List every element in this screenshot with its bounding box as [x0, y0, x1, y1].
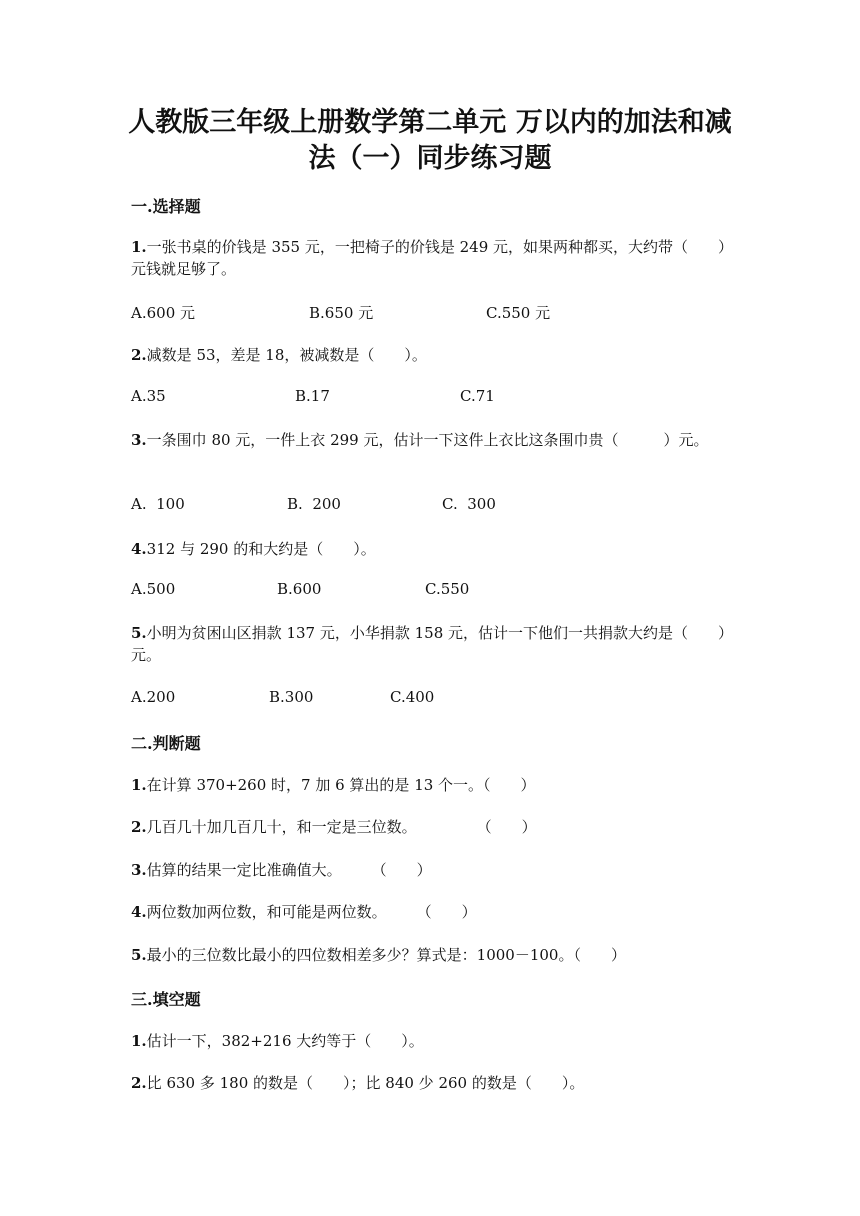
question-number: 1. [131, 1032, 147, 1050]
question-text: 两位数加两位数，和可能是两位数。 （ ） [146, 903, 477, 921]
question-choice-4 [131, 538, 376, 559]
question-number: 5. [131, 624, 147, 642]
option-b: B. 200 [287, 495, 341, 513]
option-b: B.600 [277, 580, 322, 598]
question-judge-3 [131, 859, 432, 880]
question-judge-5 [131, 944, 626, 965]
question-choice-3 [131, 429, 731, 451]
section-heading-fill: 三.填空题 [131, 990, 201, 1009]
option-c: C.400 [390, 688, 435, 706]
question-number: 3. [131, 431, 147, 449]
question-judge-1 [131, 774, 536, 795]
question-judge-2 [131, 816, 537, 837]
question-number: 1. [131, 776, 147, 794]
question-text: 减数是 53，差是 18，被减数是（ ）。 [146, 346, 427, 364]
question-number: 2. [131, 346, 147, 364]
question-text: 最小的三位数比最小的四位数相差多少？算式是：1000－100。（ ） [146, 946, 626, 964]
option-a: A.600 元 [131, 304, 195, 322]
question-text: 在计算 370+260 时，7 加 6 算出的是 13 个一。（ ） [146, 776, 536, 794]
option-a: A.35 [131, 387, 166, 405]
section-heading-judge: 二.判断题 [131, 734, 201, 753]
option-c: C.71 [460, 387, 495, 405]
option-b: B.650 元 [309, 304, 374, 322]
question-text: 几百几十加几百几十，和一定是三位数。 （ ） [146, 818, 537, 836]
question-number: 4. [131, 903, 147, 921]
question-choice-5 [131, 622, 731, 666]
question-text: 估计一下，382+216 大约等于（ ）。 [146, 1032, 424, 1050]
question-text: 比 630 多 180 的数是（ ）；比 840 少 260 的数是（ ）。 [146, 1074, 585, 1092]
option-c: C. 300 [442, 495, 496, 513]
option-c: C.550 [425, 580, 470, 598]
option-b: B.300 [269, 688, 314, 706]
question-number: 1. [131, 238, 147, 256]
question-text: 一张书桌的价钱是 355 元，一把椅子的价钱是 249 元，如果两种都买，大约带（ ）元钱就足够了。 [131, 238, 726, 278]
option-c: C.550 元 [486, 304, 551, 322]
question-text: 一条围巾 80 元，一件上衣 299 元，估计一下这件上衣比这条围巾贵（ ）元。 [146, 431, 709, 449]
question-number: 4. [131, 540, 147, 558]
question-text: 小明为贫困山区捐款 137 元，小华捐款 158 元，估计一下他们一共捐款大约是（ ）元。 [131, 624, 726, 664]
question-number: 5. [131, 946, 147, 964]
question-fill-1 [131, 1030, 424, 1051]
question-fill-2 [131, 1072, 584, 1093]
question-number: 2. [131, 1074, 147, 1092]
question-choice-2 [131, 344, 427, 365]
option-a: A.200 [131, 688, 176, 706]
page-title-line1: 人教版三年级上册数学第二单元 万以内的加法和减 [128, 107, 732, 138]
option-a: A.500 [131, 580, 176, 598]
question-choice-1 [131, 236, 731, 280]
question-text: 估算的结果一定比准确值大。 （ ） [146, 861, 432, 879]
question-number: 2. [131, 818, 147, 836]
question-judge-4 [131, 901, 477, 922]
section-heading-choice: 一.选择题 [131, 197, 201, 216]
page-title-line2: 法（一）同步练习题 [308, 143, 552, 174]
option-a: A. 100 [131, 495, 185, 513]
question-text: 312 与 290 的和大约是（ ）。 [146, 540, 376, 558]
option-b: B.17 [295, 387, 330, 405]
question-number: 3. [131, 861, 147, 879]
